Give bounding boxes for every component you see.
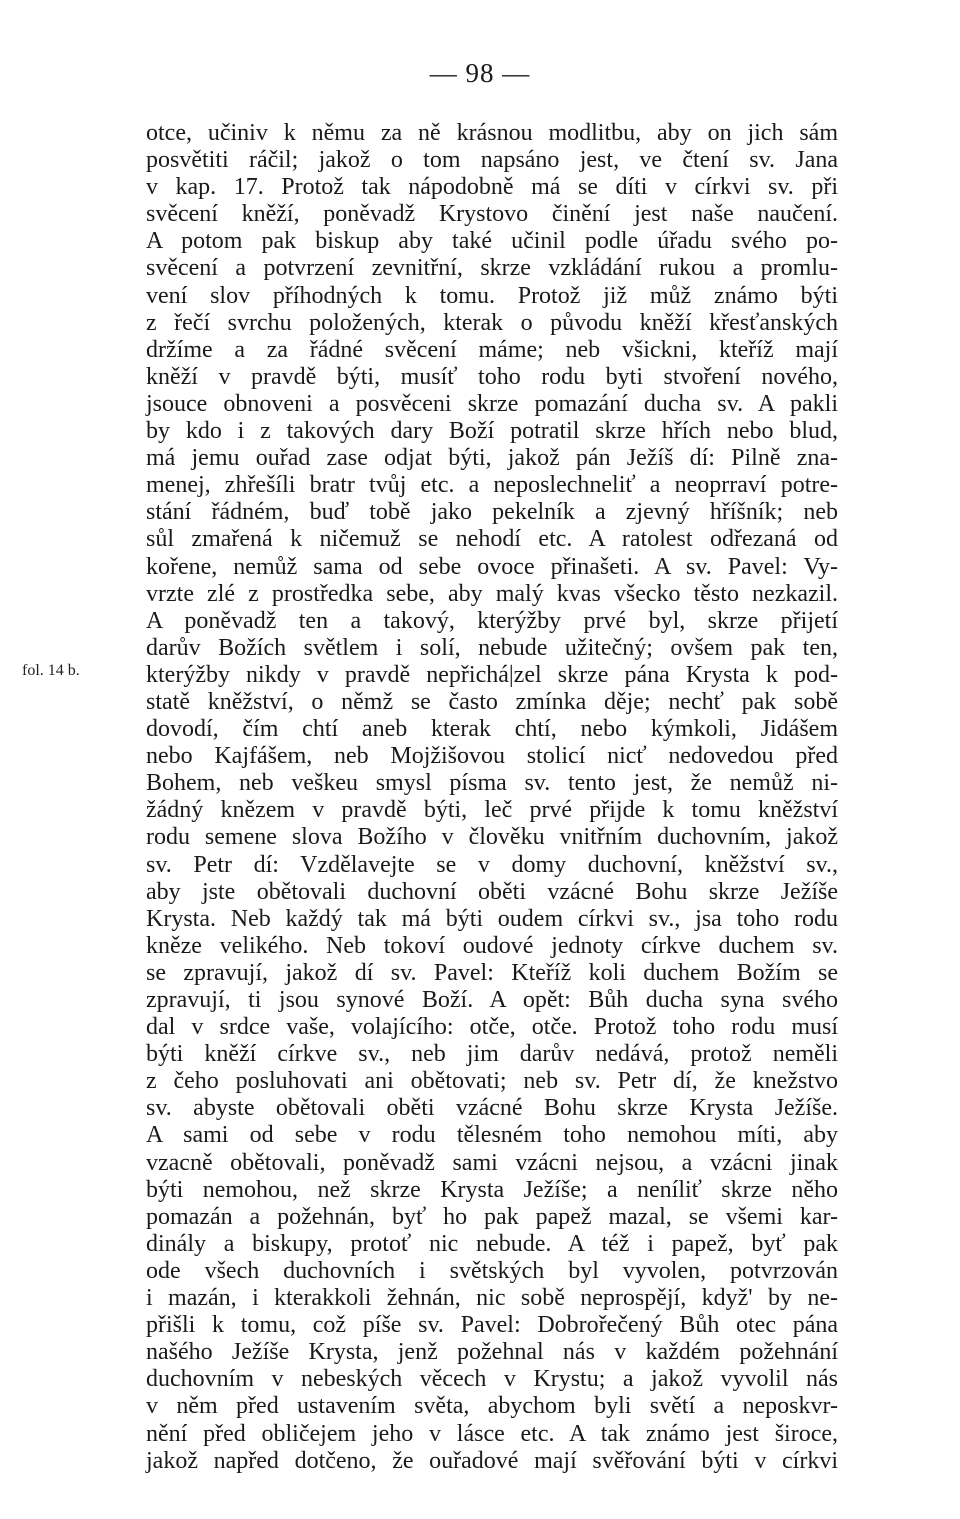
- margin-note-folio: fol. 14 b.: [22, 662, 80, 679]
- text-line: přišli k tomu, což píše sv. Pavel: Dobrořečený Bůh otec pána: [146, 1312, 838, 1339]
- text-line: otce, učiniv k němu za ně krásnou modlitbu, aby on jich sám: [146, 120, 838, 146]
- text-line: kterýžby nikdy v pravdě nepřichá|zel skrze pána Krysta k pod-: [146, 661, 838, 688]
- text-line: kořene, nemůž sama od sebe ovoce přinašeti. A sv. Pavel: Vy-: [146, 553, 838, 580]
- text-line: z řečí svrchu položených, kterak o původu kněží křesťanských: [146, 309, 838, 336]
- text-line: svěcení a potvrzení zevnitřní, skrze vzkládání rukou a promlu-: [146, 255, 838, 282]
- page-number: — 98 —: [429, 58, 531, 88]
- text-line: sv. Petr dí: Vzdělavejte se v domy duchovní, kněžství sv.,: [146, 851, 838, 878]
- text-line: jakož napřed dotčeno, že ouřadové mají svěřování býti v církvi: [146, 1447, 838, 1474]
- text-line: vení slov příhodných k tomu. Protož již můž známo býti: [146, 282, 838, 309]
- text-line: darův Božích světlem i solí, nebude užitečný; ovšem pak ten,: [146, 634, 838, 661]
- text-line: sv. abyste obětovali oběti vzácné Bohu skrze Krysta Ježíše.: [146, 1095, 838, 1122]
- body-text: [146, 120, 838, 1475]
- text-line: kněze velikého. Neb tokoví oudové jednoty církve duchem sv.: [146, 932, 838, 959]
- text-line: našého Ježíše Krysta, jenž požehnal nás v každém požehnání: [146, 1339, 838, 1366]
- text-line: žádný knězem v pravdě býti, leč prvé přijde k tomu kněžství: [146, 797, 838, 824]
- text-line: má jemu ouřad zase odjat býti, jakož pán Ježíš dí: Pilně zna-: [146, 445, 838, 472]
- text-line: dinály a biskupy, protoť nic nebude. A též i papež, byť pak: [146, 1230, 838, 1257]
- text-line: sůl zmařená k ničemuž se nehodí etc. A ratolest odřezaná od: [146, 526, 838, 553]
- text-line: kněží v pravdě býti, musíť toho rodu byti stvoření nového,: [146, 363, 838, 390]
- text-line: menej, zhřešíli bratr tvůj etc. a neposlechneliť a neoprraví potre-: [146, 472, 838, 499]
- text-line: pomazán a požehnán, byť ho pak papež mazal, se všemi kar-: [146, 1203, 838, 1230]
- text-line: nebo Kajfášem, neb Mojžišovou stolicí nicť nedovedou před: [146, 743, 838, 770]
- text-line: držíme a za řádné svěcení máme; neb všickni, kteříž mají: [146, 336, 838, 363]
- text-line: ode všech duchovních i světských byl vyvolen, potvrzován: [146, 1257, 838, 1284]
- text-line: Krysta. Neb každý tak má býti oudem církvi sv., jsa toho rodu: [146, 905, 838, 932]
- text-line: zpravují, ti jsou synové Boží. A opět: Bůh ducha syna svého: [146, 987, 838, 1013]
- text-line: aby jste obětovali duchovní oběti vzácné Bohu skrze Ježíše: [146, 878, 838, 905]
- text-line: rodu semene slova Božího v člověku vnitřním duchovním, jakož: [146, 824, 838, 851]
- text-line: v kap. 17. Protož tak nápodobně má se díti v církvi sv. při: [146, 174, 838, 201]
- text-line: posvětiti ráčil; jakož o tom napsáno jest, ve čtení sv. Jana: [146, 147, 838, 174]
- text-line: vzacně obětovali, poněvadž sami vzácni nejsou, a vzácni jinak: [146, 1149, 838, 1176]
- text-line: býti kněží církve sv., neb jim darův nedává, protož neměli: [146, 1041, 838, 1068]
- text-line: svěcení kněží, poněvadž Krystovo činění jest naše naučení.: [146, 201, 838, 228]
- text-line: A poněvadž ten a takový, kterýžby prvé byl, skrze přijetí: [146, 607, 838, 634]
- text-line: nění před obličejem jeho v lásce etc. A tak známo jest široce,: [146, 1420, 838, 1447]
- text-line: duchovním v nebeských věcech v Krystu; a jakož vyvolil nás: [146, 1366, 838, 1393]
- text-line: býti nemohou, než skrze Krysta Ježíše; a neníliť skrze něho: [146, 1176, 838, 1203]
- text-line: A potom pak biskup aby také učinil podle úřadu svého po-: [146, 228, 838, 255]
- text-line: dovodí, čím chtí aneb kterak chtí, nebo kýmkoli, Jidášem: [146, 716, 838, 743]
- text-line: Bohem, neb veškeu smysl písma sv. tento jest, že nemůž ni-: [146, 770, 838, 797]
- text-line: i mazán, i kterakkoli žehnán, nic sobě neprospějí, když' by ne-: [146, 1285, 838, 1312]
- text-line: z čeho posluhovati ani obětovati; neb sv. Petr dí, že knežstvo: [146, 1068, 838, 1095]
- text-line: vrzte zlé z prostředka sebe, aby malý kvas všecko těsto nezkazil.: [146, 580, 838, 607]
- text-line: v něm před ustavením světa, abychom byli světí a neposkvr-: [146, 1393, 838, 1420]
- text-line: A sami od sebe v rodu tělesném toho nemohou míti, aby: [146, 1122, 838, 1149]
- text-line: statě kněžství, o němž se často zmínka děje; nechť pak sobě: [146, 688, 838, 715]
- text-line: stání řádném, buď tobě jako pekelník a zjevný hříšník; neb: [146, 499, 838, 526]
- text-line: dal v srdce vaše, volajícího: otče, otče. Protož toho rodu musí: [146, 1014, 838, 1041]
- text-line: by kdo i z takových dary Boží potratil skrze hřích nebo blud,: [146, 418, 838, 445]
- text-line: se zpravují, jakož dí sv. Pavel: Kteříž koli duchem Božím se: [146, 959, 838, 986]
- text-line: jsouce obnoveni a posvěceni skrze pomazání ducha sv. A pakli: [146, 390, 838, 417]
